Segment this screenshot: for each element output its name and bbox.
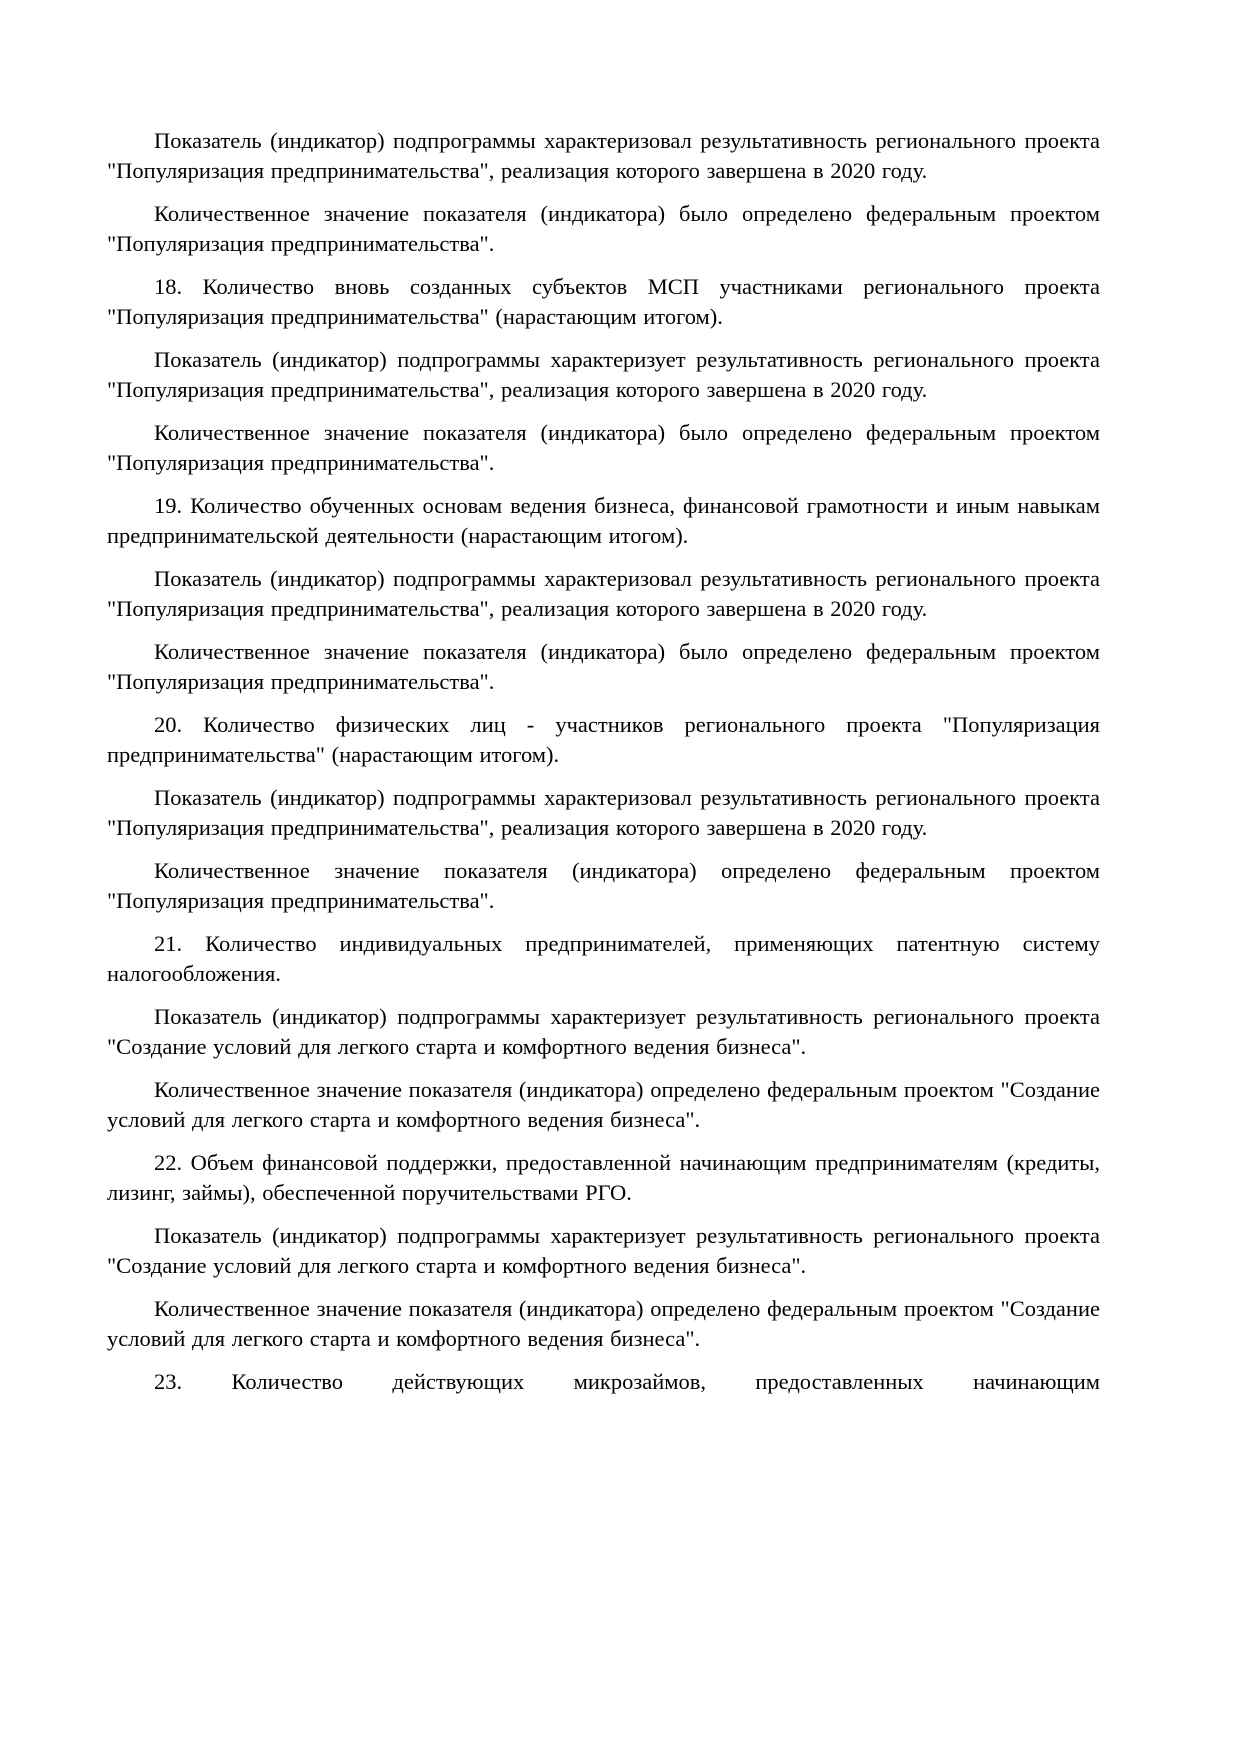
paragraph: Показатель (индикатор) подпрограммы характеризует результативность регионального проекта "Создание условий для легкого старта и комфортного ведения бизнеса".: [107, 1223, 1100, 1278]
paragraph: 21. Количество индивидуальных предпринимателей, применяющих патентную систему налогообложения.: [107, 931, 1100, 986]
paragraph: Количественное значение показателя (индикатора) было определено федеральным проектом "Популяризация предпринимательства".: [107, 420, 1100, 475]
paragraph: Количественное значение показателя (индикатора) было определено федеральным проектом "Популяризация предпринимательства".: [107, 201, 1100, 256]
paragraph: 19. Количество обученных основам ведения бизнеса, финансовой грамотности и иным навыкам предпринимательской деятельности (нарастающим итогом).: [107, 493, 1100, 548]
paragraph: 18. Количество вновь созданных субъектов МСП участниками регионального проекта "Популяризация предпринимательства" (нарастающим итогом).: [107, 274, 1100, 329]
paragraph: Количественное значение показателя (индикатора) определено федеральным проектом "Создание условий для легкого старта и комфортного ведения бизнеса".: [107, 1296, 1100, 1351]
paragraph: Количественное значение показателя (индикатора) определено федеральным проектом "Популяризация предпринимательства".: [107, 858, 1100, 913]
paragraph: Показатель (индикатор) подпрограммы характеризовал результативность регионального проекта "Популяризация предпринимательства", реализация которого завершена в 2020 году.: [107, 566, 1100, 621]
paragraph: 22. Объем финансовой поддержки, предоставленной начинающим предпринимателям (кредиты, лизинг, займы), обеспеченной поручительствами РГО.: [107, 1150, 1100, 1205]
paragraph: Показатель (индикатор) подпрограммы характеризовал результативность регионального проекта "Популяризация предпринимательства", реализация которого завершена в 2020 году.: [107, 128, 1100, 183]
paragraph: 20. Количество физических лиц - участников регионального проекта "Популяризация предпринимательства" (нарастающим итогом).: [107, 712, 1100, 767]
paragraph: Показатель (индикатор) подпрограммы характеризовал результативность регионального проекта "Популяризация предпринимательства", реализация которого завершена в 2020 году.: [107, 785, 1100, 840]
paragraph: Показатель (индикатор) подпрограммы характеризует результативность регионального проекта "Популяризация предпринимательства", реализация которого завершена в 2020 году.: [107, 347, 1100, 402]
paragraph: Количественное значение показателя (индикатора) определено федеральным проектом "Создание условий для легкого старта и комфортного ведения бизнеса".: [107, 1077, 1100, 1132]
paragraph: Показатель (индикатор) подпрограммы характеризует результативность регионального проекта "Создание условий для легкого старта и комфортного ведения бизнеса".: [107, 1004, 1100, 1059]
paragraph: 23. Количество действующих микрозаймов, предоставленных начинающим: [154, 1369, 1100, 1394]
paragraph: Количественное значение показателя (индикатора) было определено федеральным проектом "Популяризация предпринимательства".: [107, 639, 1100, 694]
